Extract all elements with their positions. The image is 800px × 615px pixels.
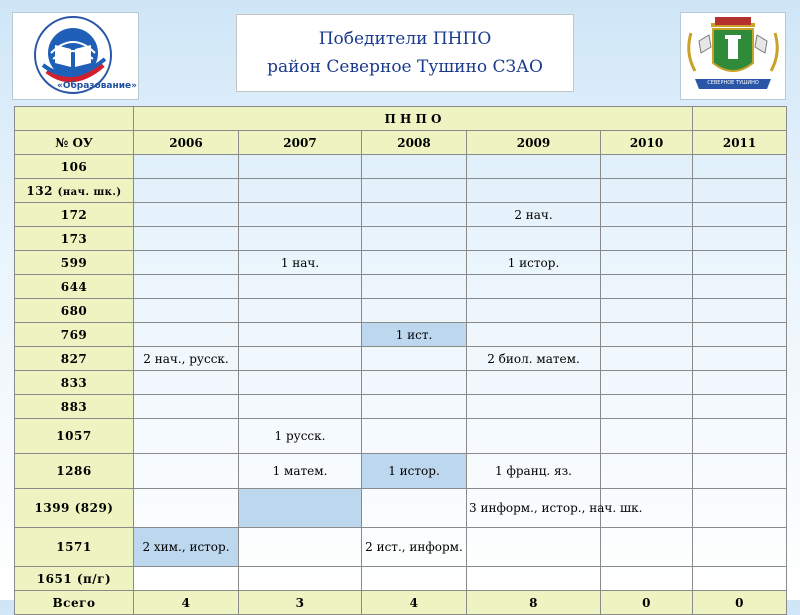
result-cell [601, 275, 693, 299]
school-number-cell [15, 251, 134, 275]
result-cell: 1 русск. [239, 419, 362, 454]
result-cell [239, 155, 362, 179]
group-header-cell: П Н П О [134, 107, 693, 131]
result-cell [239, 528, 362, 567]
result-cell: 1 ист. [362, 323, 467, 347]
total-cell: 4 [362, 591, 467, 615]
result-cell [693, 371, 787, 395]
result-cell [239, 323, 362, 347]
result-cell [362, 567, 467, 591]
title-line-1: Победители ПНПО [318, 29, 492, 49]
district-coat-of-arms [680, 12, 786, 100]
result-cell [693, 155, 787, 179]
result-cell [362, 395, 467, 419]
result-cell [693, 489, 787, 528]
result-cell [362, 299, 467, 323]
year-header: 2009 [467, 131, 601, 155]
result-cell [693, 567, 787, 591]
result-cell [239, 371, 362, 395]
school-number: 132 [26, 183, 53, 198]
school-note: (нач. шк.) [57, 186, 122, 198]
result-cell [362, 227, 467, 251]
result-cell [601, 454, 693, 489]
school-number: 106 [60, 159, 88, 174]
table-row [15, 371, 787, 395]
result-cell: 1 франц. яз. [467, 454, 601, 489]
result-cell [693, 203, 787, 227]
result-cell [467, 155, 601, 179]
result-cell [239, 299, 362, 323]
result-cell [362, 251, 467, 275]
result-cell [362, 419, 467, 454]
result-cell [693, 323, 787, 347]
result-cell [467, 419, 601, 454]
result-cell [601, 419, 693, 454]
result-cell [134, 251, 239, 275]
result-cell: 2 нач. [467, 203, 601, 227]
table-row [15, 323, 787, 347]
result-cell [362, 179, 467, 203]
school-number-cell [15, 155, 134, 179]
table-row [15, 251, 787, 275]
year-header: 2010 [601, 131, 693, 155]
school-number: 1057 [56, 429, 92, 443]
table-row [15, 275, 787, 299]
result-cell [134, 371, 239, 395]
result-cell: 2 хим., истор. [134, 528, 239, 567]
result-cell [601, 203, 693, 227]
result-cell: 2 ист., информ. [362, 528, 467, 567]
result-cell [362, 371, 467, 395]
result-cell [134, 275, 239, 299]
school-number: 599 [60, 255, 88, 270]
result-cell [693, 227, 787, 251]
result-cell [601, 155, 693, 179]
school-number-cell [15, 203, 134, 227]
school-number: 172 [60, 207, 88, 222]
result-cell [239, 567, 362, 591]
school-number-cell [15, 347, 134, 371]
result-cell [134, 395, 239, 419]
total-cell: 0 [601, 591, 693, 615]
school-number-cell [15, 179, 134, 203]
table-header-row-group [15, 107, 787, 131]
school-number: 644 [60, 279, 88, 294]
result-cell [467, 227, 601, 251]
result-cell [601, 299, 693, 323]
result-cell [467, 567, 601, 591]
result-cell [134, 179, 239, 203]
title-line-2: район Северное Тушино СЗАО [267, 57, 543, 77]
result-cell [467, 179, 601, 203]
result-cell [601, 371, 693, 395]
year-header: 2011 [693, 131, 787, 155]
result-cell [134, 299, 239, 323]
table-row [15, 299, 787, 323]
total-cell: 3 [239, 591, 362, 615]
winners-table [14, 106, 787, 615]
school-number-cell [15, 275, 134, 299]
result-cell [467, 299, 601, 323]
result-cell [134, 227, 239, 251]
total-cell: 0 [693, 591, 787, 615]
school-number-cell [15, 299, 134, 323]
coat-of-arms-icon [681, 13, 785, 99]
result-cell: 2 биол. матем. [467, 347, 601, 371]
header-corner-cell [15, 107, 134, 131]
school-number: 833 [60, 375, 88, 390]
result-cell [362, 203, 467, 227]
result-cell: 1 нач. [239, 251, 362, 275]
page-title [236, 14, 574, 92]
table-row [15, 567, 787, 591]
result-cell [239, 395, 362, 419]
result-cell: 2 нач., русск. [134, 347, 239, 371]
result-cell [693, 419, 787, 454]
total-row [15, 591, 787, 615]
table-row [15, 395, 787, 419]
school-number: 827 [60, 351, 88, 366]
result-cell [134, 454, 239, 489]
school-number-cell [15, 454, 134, 489]
table-header-row-years [15, 131, 787, 155]
result-cell [693, 347, 787, 371]
result-cell [134, 203, 239, 227]
school-number: 173 [60, 231, 88, 246]
result-cell [601, 251, 693, 275]
education-project-logo [12, 12, 139, 100]
result-cell [601, 567, 693, 591]
result-cell [239, 489, 362, 528]
result-cell [134, 323, 239, 347]
school-number-cell [15, 528, 134, 567]
result-cell [239, 347, 362, 371]
result-cell [693, 275, 787, 299]
result-cell [239, 179, 362, 203]
table-row [15, 227, 787, 251]
school-number-cell [15, 227, 134, 251]
result-cell [693, 395, 787, 419]
table-row [15, 155, 787, 179]
result-cell [601, 347, 693, 371]
table-row [15, 179, 787, 203]
table-row [15, 454, 787, 489]
result-cell [467, 371, 601, 395]
result-cell [693, 528, 787, 567]
result-cell [362, 155, 467, 179]
table-row [15, 528, 787, 567]
school-number-cell [15, 489, 134, 528]
result-cell [362, 347, 467, 371]
total-label: Всего [15, 591, 134, 615]
school-number: 1651 (п/г) [36, 571, 112, 586]
result-cell [601, 395, 693, 419]
header-empty-cell [693, 107, 787, 131]
total-cell: 4 [134, 591, 239, 615]
school-number-cell [15, 419, 134, 454]
result-cell [134, 155, 239, 179]
school-number: 680 [60, 303, 88, 318]
result-cell [239, 227, 362, 251]
total-cell: 8 [467, 591, 601, 615]
result-cell: 1 матем. [239, 454, 362, 489]
table-row [15, 347, 787, 371]
result-cell [239, 275, 362, 299]
result-cell [134, 489, 239, 528]
result-cell [134, 419, 239, 454]
result-cell [693, 251, 787, 275]
table-row [15, 203, 787, 227]
coat-ribbon-text: СЕВЕРНОЕ ТУШИНО [707, 80, 759, 86]
year-header: 2006 [134, 131, 239, 155]
school-number-cell [15, 323, 134, 347]
result-cell [362, 489, 467, 528]
result-cell [467, 528, 601, 567]
school-number: 1286 [56, 464, 92, 478]
result-cell [601, 528, 693, 567]
result-cell [601, 179, 693, 203]
school-number-cell [15, 395, 134, 419]
table-row [15, 489, 787, 528]
result-cell [601, 323, 693, 347]
table-row [15, 419, 787, 454]
result-cell [239, 203, 362, 227]
result-cell [601, 227, 693, 251]
result-cell [467, 275, 601, 299]
result-cell [467, 323, 601, 347]
school-number: 1399 (829) [34, 501, 114, 515]
result-cell: 1 истор. [362, 454, 467, 489]
school-number: 883 [60, 399, 88, 414]
school-number-cell [15, 567, 134, 591]
school-number-header: № ОУ [15, 131, 134, 155]
result-cell [693, 299, 787, 323]
logo-label: «Образование» [57, 81, 137, 91]
result-cell [134, 567, 239, 591]
result-cell: 3 информ., истор., нач. шк. [467, 489, 601, 528]
school-number: 769 [60, 327, 88, 342]
result-cell [467, 395, 601, 419]
result-cell [693, 179, 787, 203]
result-cell [362, 275, 467, 299]
result-cell: 1 истор. [467, 251, 601, 275]
year-header: 2007 [239, 131, 362, 155]
school-number-cell [15, 371, 134, 395]
year-header: 2008 [362, 131, 467, 155]
school-number: 1571 [56, 540, 92, 554]
result-cell [693, 454, 787, 489]
